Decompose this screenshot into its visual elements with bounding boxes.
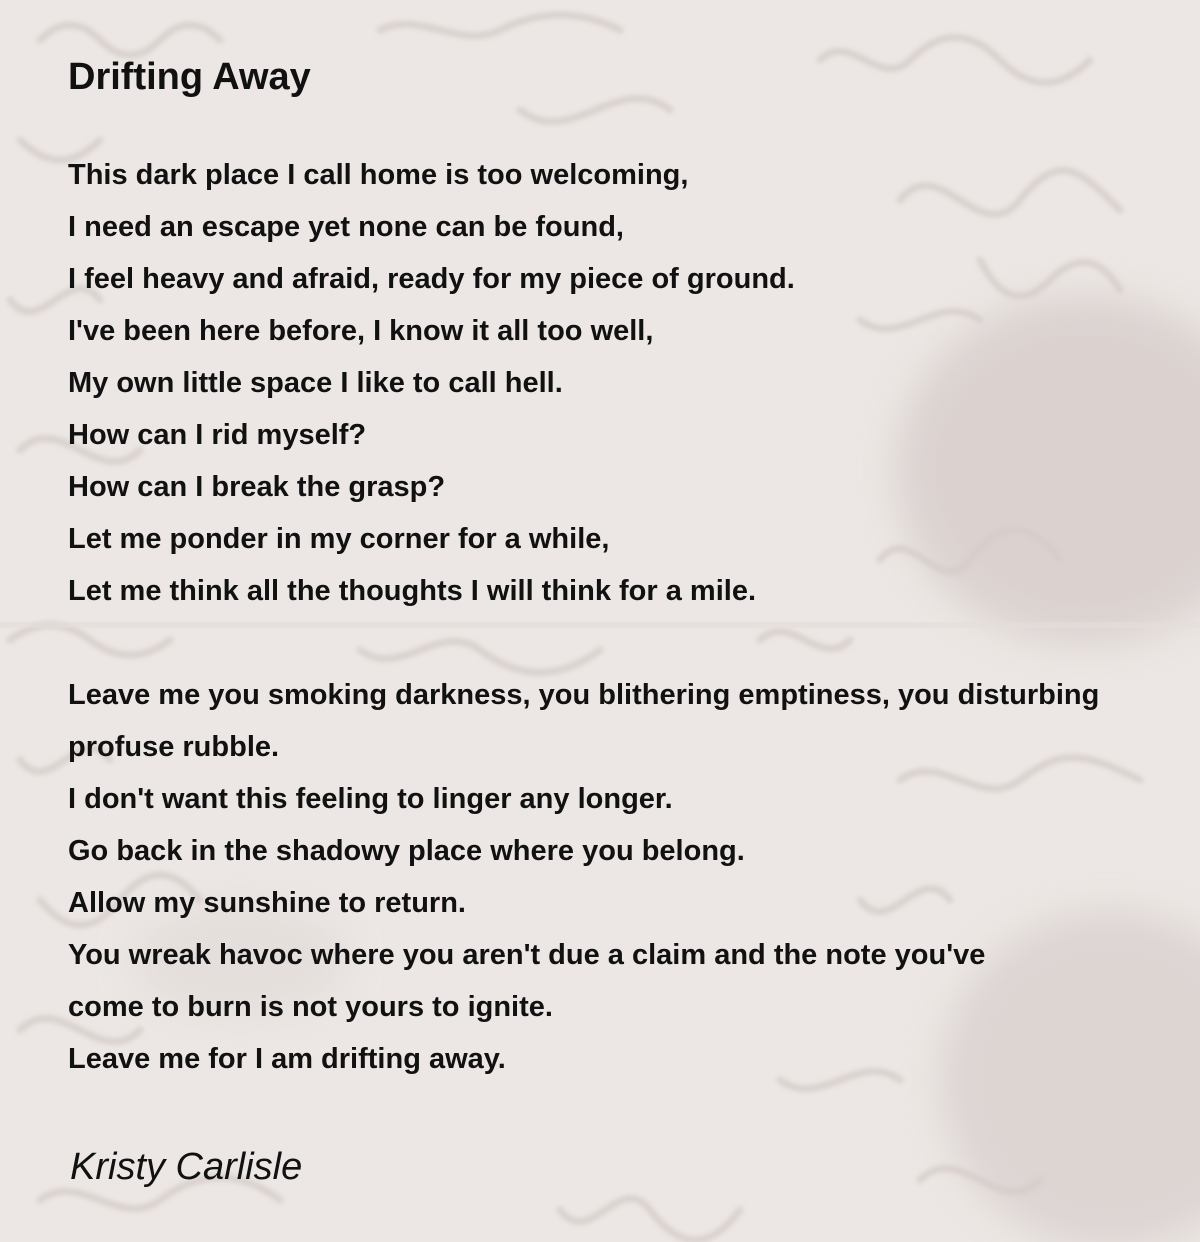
poem-line: I feel heavy and afraid, ready for my piece of ground. <box>68 263 795 295</box>
poem-line: I've been here before, I know it all too well, <box>68 315 654 347</box>
stanza-2 <box>68 669 1200 1085</box>
poem-line: You wreak havoc where you aren't due a claim and the note you've <box>68 939 986 971</box>
poem-line: I need an escape yet none can be found, <box>68 211 624 243</box>
poem-line: Leave me for I am drifting away. <box>68 1043 506 1075</box>
poem-line: This dark place I call home is too welcoming, <box>68 159 689 191</box>
poem-title: Drifting Away <box>68 56 311 98</box>
poem-line: Allow my sunshine to return. <box>68 887 466 919</box>
poem-line: How can I break the grasp? <box>68 471 446 503</box>
poem-line: I don't want this feeling to linger any longer. <box>68 783 673 815</box>
poem-line: My own little space I like to call hell. <box>68 367 563 399</box>
poem-line: How can I rid myself? <box>68 419 367 451</box>
poem-body <box>68 149 1200 1085</box>
poem-line: Leave me you smoking darkness, you blithering emptiness, you disturbing <box>68 679 1100 711</box>
poem-line: Let me think all the thoughts I will think for a mile. <box>68 575 756 607</box>
author-signature: Kristy Carlisle <box>70 1146 303 1188</box>
stanza-1 <box>68 149 1200 617</box>
poem-line: profuse rubble. <box>68 731 280 763</box>
poem-line: come to burn is not yours to ignite. <box>68 991 553 1023</box>
poem-line: Go back in the shadowy place where you belong. <box>68 835 745 867</box>
poem-line: Let me ponder in my corner for a while, <box>68 523 610 555</box>
